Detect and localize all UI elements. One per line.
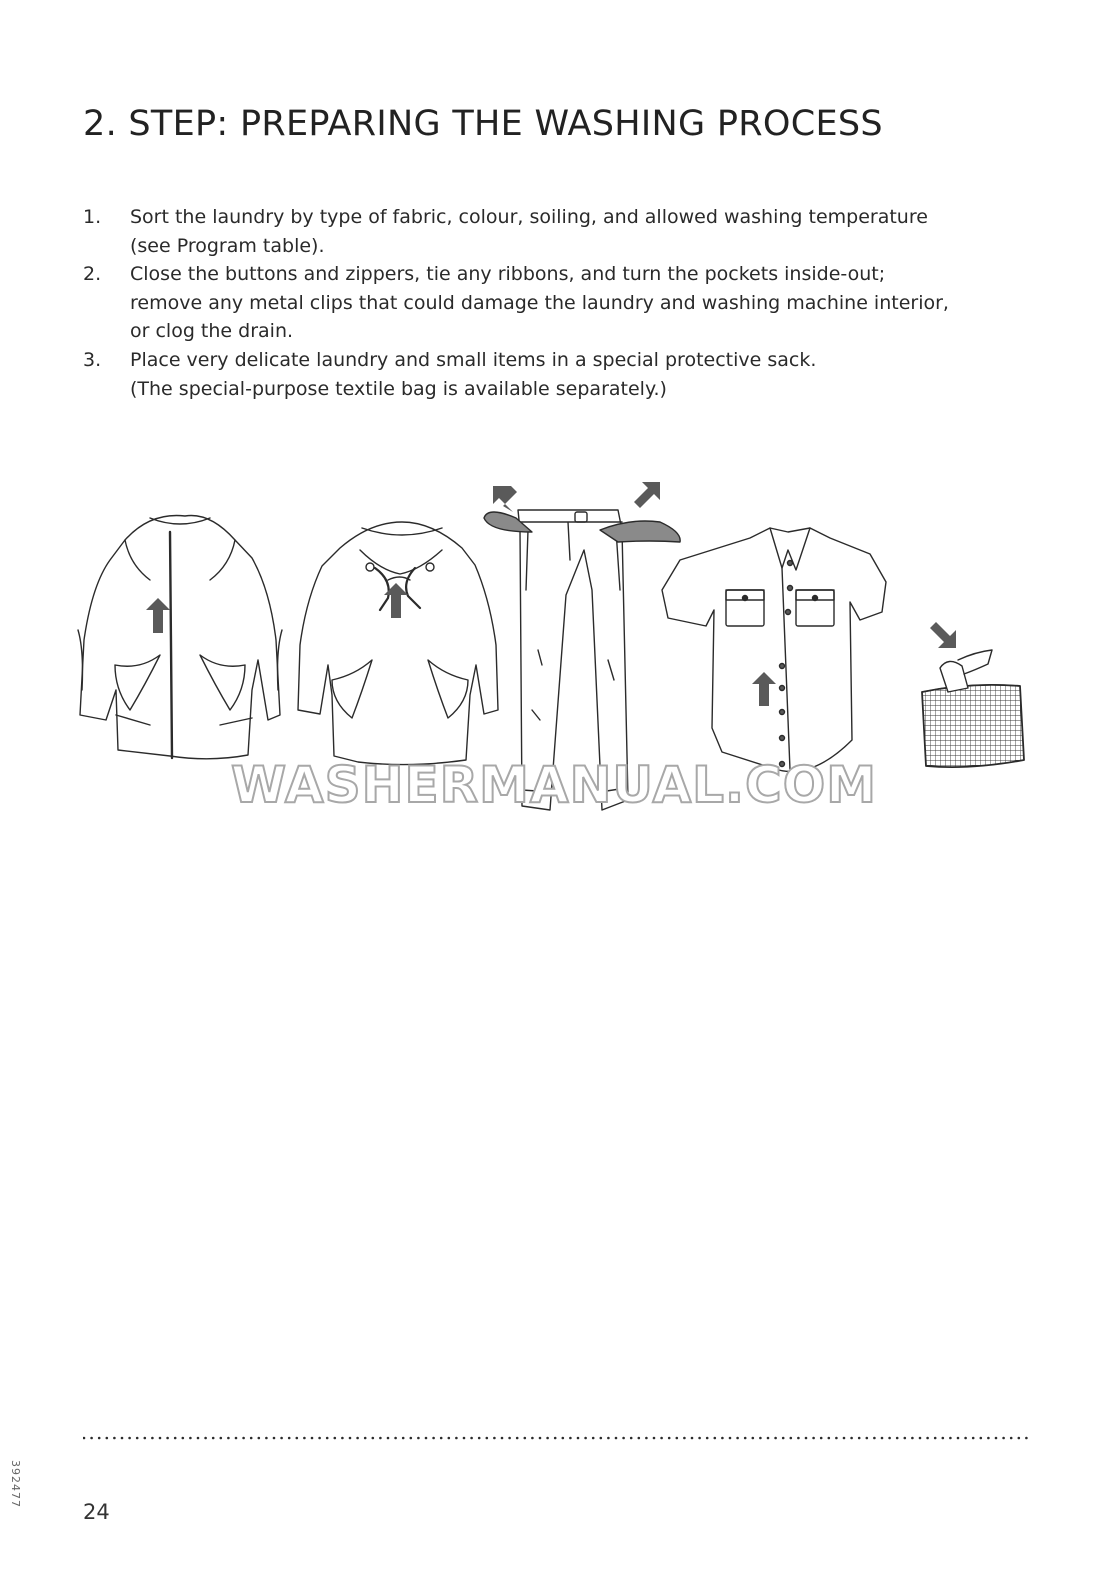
list-item bbox=[83, 346, 1043, 403]
watermark: WASHERMANUAL.COM bbox=[231, 756, 877, 814]
step-text: Place very delicate laundry and small items in a special protective sack. (The special-purpose textile bag is available separately.) bbox=[130, 348, 817, 400]
arrow-diagonal-icon bbox=[493, 486, 517, 512]
step-text: Sort the laundry by type of fabric, colour, soiling, and allowed washing temperature (see Program table). bbox=[130, 206, 928, 257]
arrow-diagonal-icon bbox=[930, 622, 956, 648]
step-number: 3. bbox=[83, 348, 102, 371]
list-item bbox=[83, 260, 1043, 346]
document-code: 392477 bbox=[9, 1460, 22, 1508]
arrow-diagonal-icon bbox=[634, 482, 660, 508]
page-title: 2. STEP: PREPARING THE WASHING PROCESS bbox=[83, 104, 883, 144]
step-text: Close the buttons and zippers, tie any ribbons, and turn the pockets inside-out; remove any metal clips that could damage the laundry and washing machine interior, or clog the drain. bbox=[130, 263, 949, 343]
step-number: 2. bbox=[83, 263, 102, 286]
step-list bbox=[83, 203, 1043, 403]
step-number: 1. bbox=[83, 206, 102, 228]
zipper-hoodie-illustration bbox=[78, 516, 282, 759]
button-shirt-illustration bbox=[662, 528, 886, 772]
page-number: 24 bbox=[83, 1500, 110, 1524]
laundry-bag-illustration bbox=[922, 650, 1024, 767]
list-item bbox=[83, 203, 1043, 260]
dotted-divider bbox=[83, 1428, 1031, 1448]
drawstring-hoodie-illustration bbox=[298, 522, 498, 765]
